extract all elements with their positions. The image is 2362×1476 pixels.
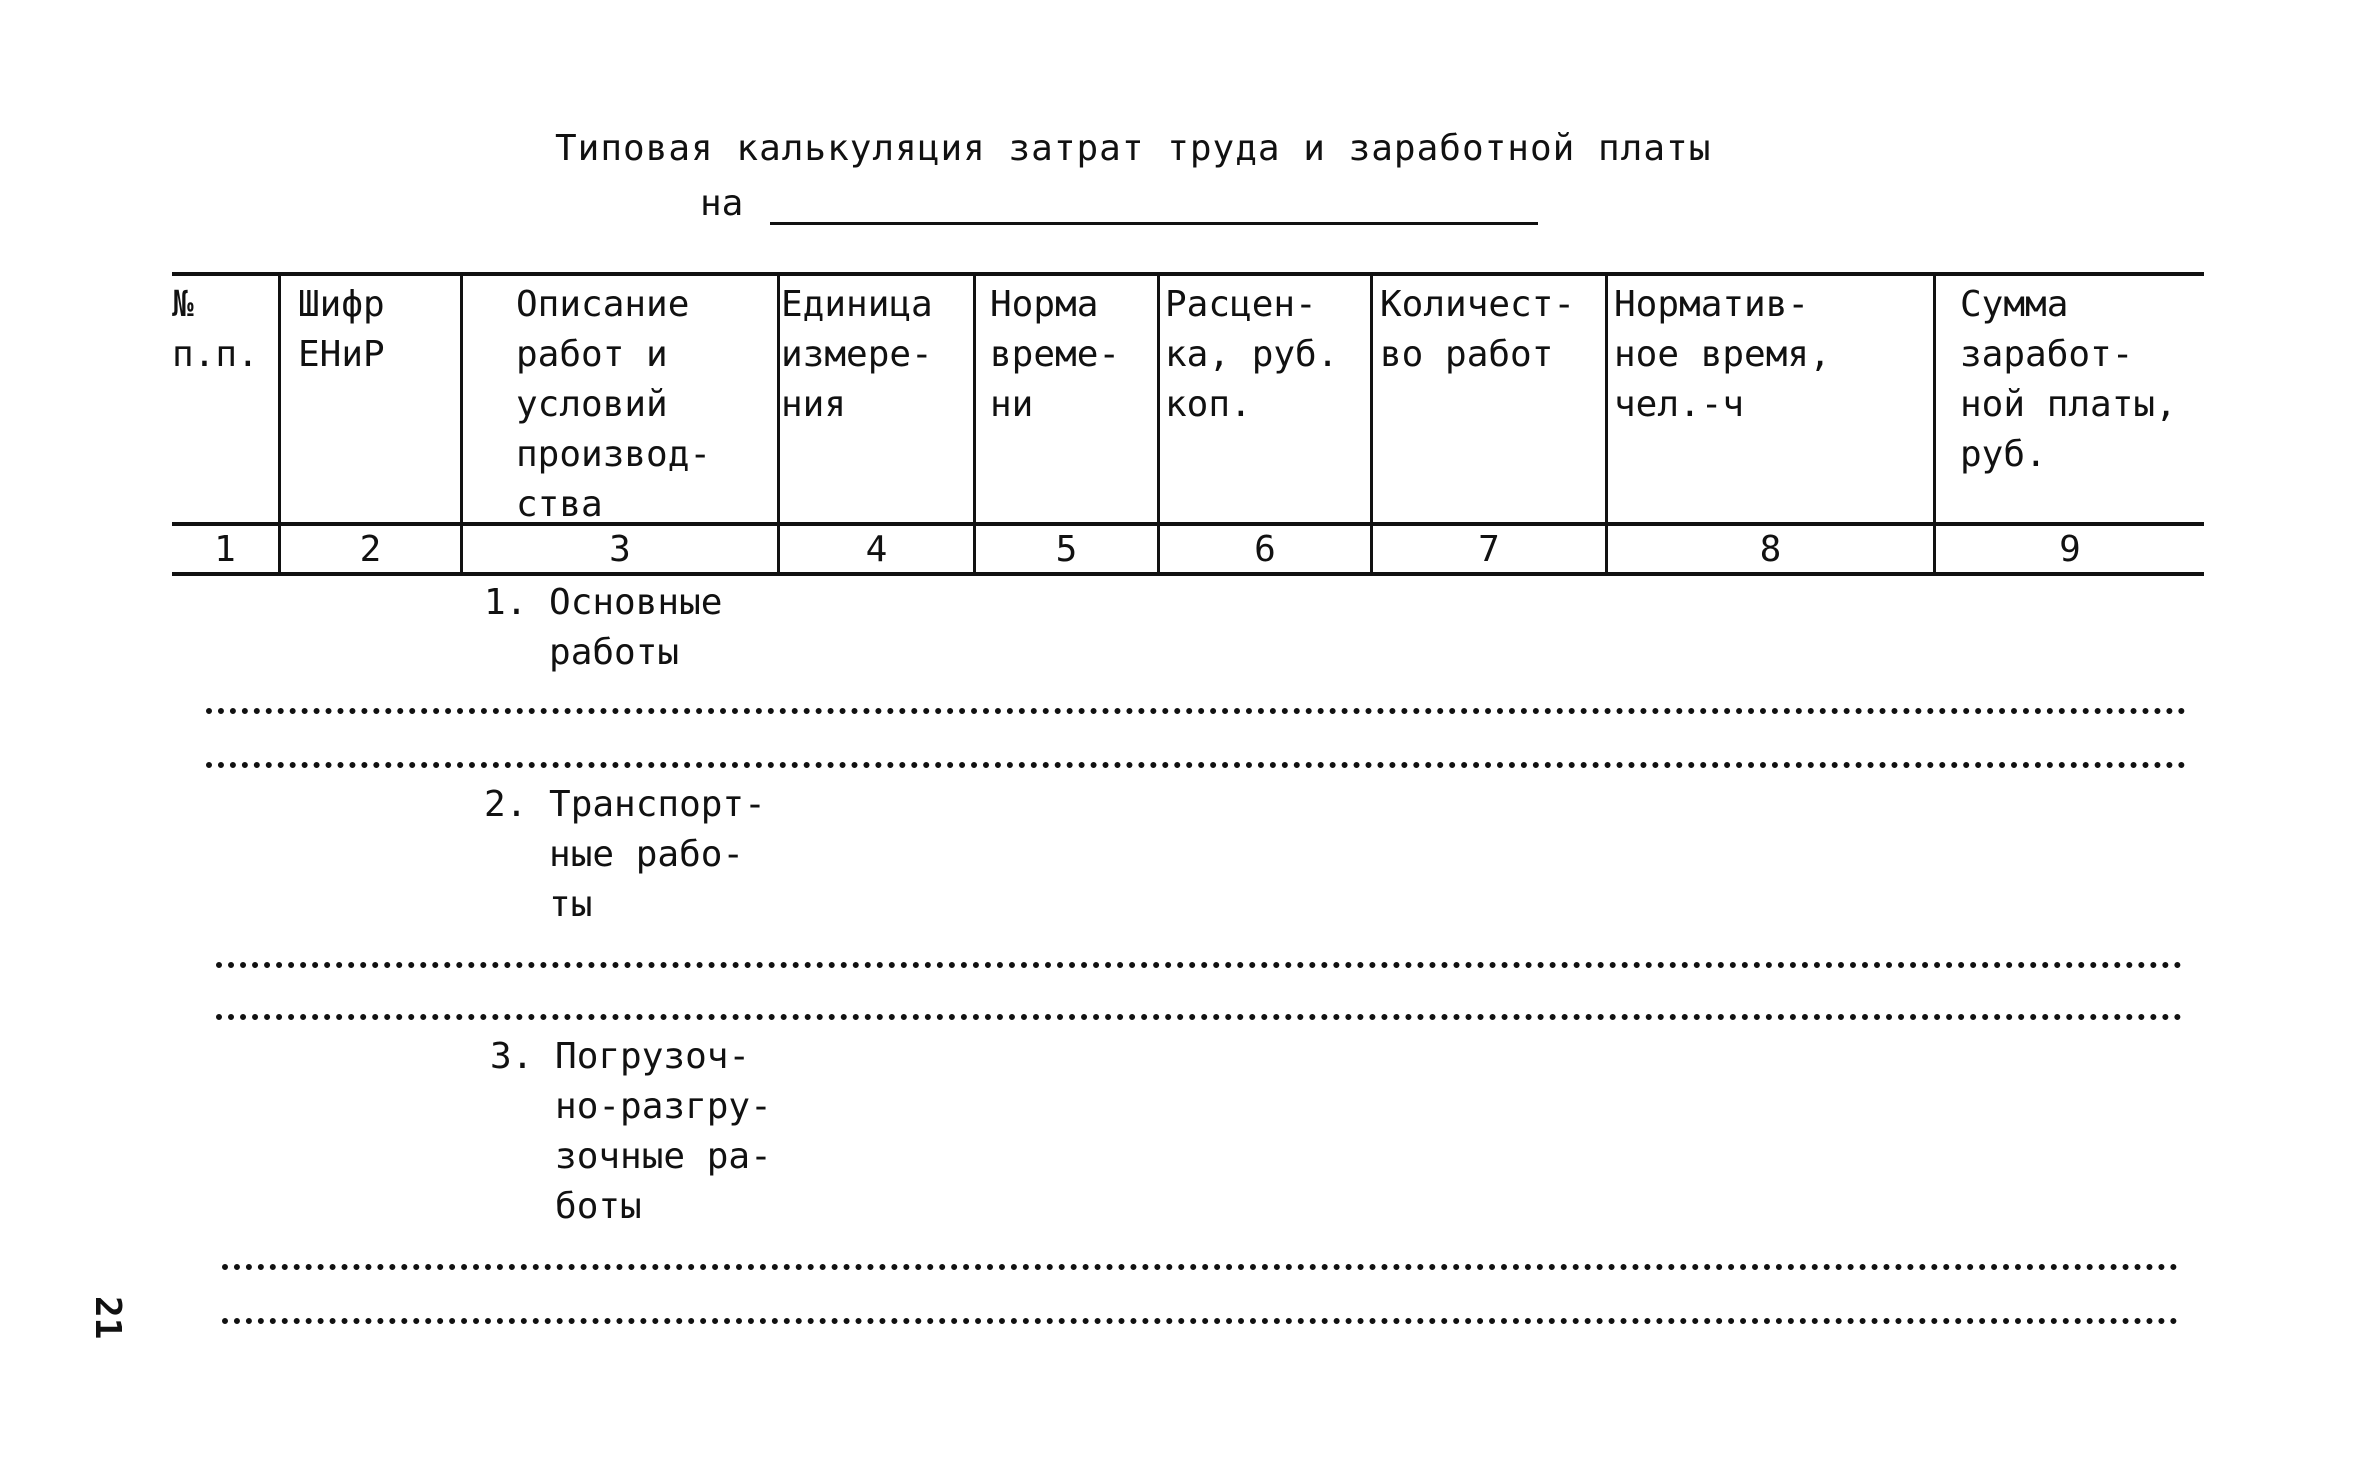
column-number: 3	[609, 529, 631, 570]
section-heading: 3. Погрузоч- но-разгру- зочные ра- боты	[490, 1036, 772, 1227]
document-subtitle-prefix: на	[700, 183, 744, 224]
section-heading: 1. Основные работы	[484, 582, 723, 673]
column-divider	[460, 274, 463, 574]
column-number: 6	[1254, 529, 1276, 570]
column-divider	[777, 274, 780, 574]
document-title: Типовая калькуляция затрат труда и заработной платы	[555, 128, 1712, 169]
column-header: Сумма заработ- ной платы, руб.	[1960, 284, 2177, 475]
dotted-row-line	[222, 1318, 2178, 1324]
table-top-rule	[172, 272, 2204, 276]
dotted-row-line	[216, 1014, 2182, 1020]
column-number: 4	[865, 529, 888, 570]
column-header: Единица измере- ния	[781, 284, 933, 425]
column-number: 8	[1759, 529, 1782, 570]
column-header: Шифр ЕНиР	[298, 284, 385, 375]
column-header: Количест- во работ	[1380, 284, 1576, 375]
table-header-rule	[172, 522, 2204, 526]
dotted-row-line	[216, 962, 2182, 968]
column-header: Норматив- ное время, чел.-ч	[1614, 284, 1831, 425]
column-divider	[1157, 274, 1160, 574]
dotted-row-line	[206, 708, 2186, 714]
subtitle-blank-line	[770, 222, 1538, 225]
column-number: 5	[1055, 529, 1078, 570]
column-number: 2	[359, 529, 382, 570]
column-header: № п.п.	[172, 284, 259, 375]
column-number: 9	[2059, 529, 2081, 570]
column-divider	[1370, 274, 1373, 574]
column-divider	[278, 274, 281, 574]
column-number: 7	[1478, 529, 1500, 570]
column-header: Описание работ и условий производ- ства	[516, 284, 712, 525]
column-number: 1	[214, 529, 236, 570]
column-header: Норма време- ни	[990, 284, 1121, 425]
column-divider	[973, 274, 976, 574]
page-number: 21	[87, 1296, 128, 1340]
table-numbers-rule	[172, 572, 2204, 576]
section-heading: 2. Транспорт- ные рабо- ты	[484, 784, 766, 925]
column-divider	[1933, 274, 1936, 574]
column-divider	[1605, 274, 1608, 574]
dotted-row-line	[222, 1264, 2178, 1270]
column-header: Расцен- ка, руб. коп.	[1165, 284, 1339, 425]
dotted-row-line	[206, 762, 2186, 768]
